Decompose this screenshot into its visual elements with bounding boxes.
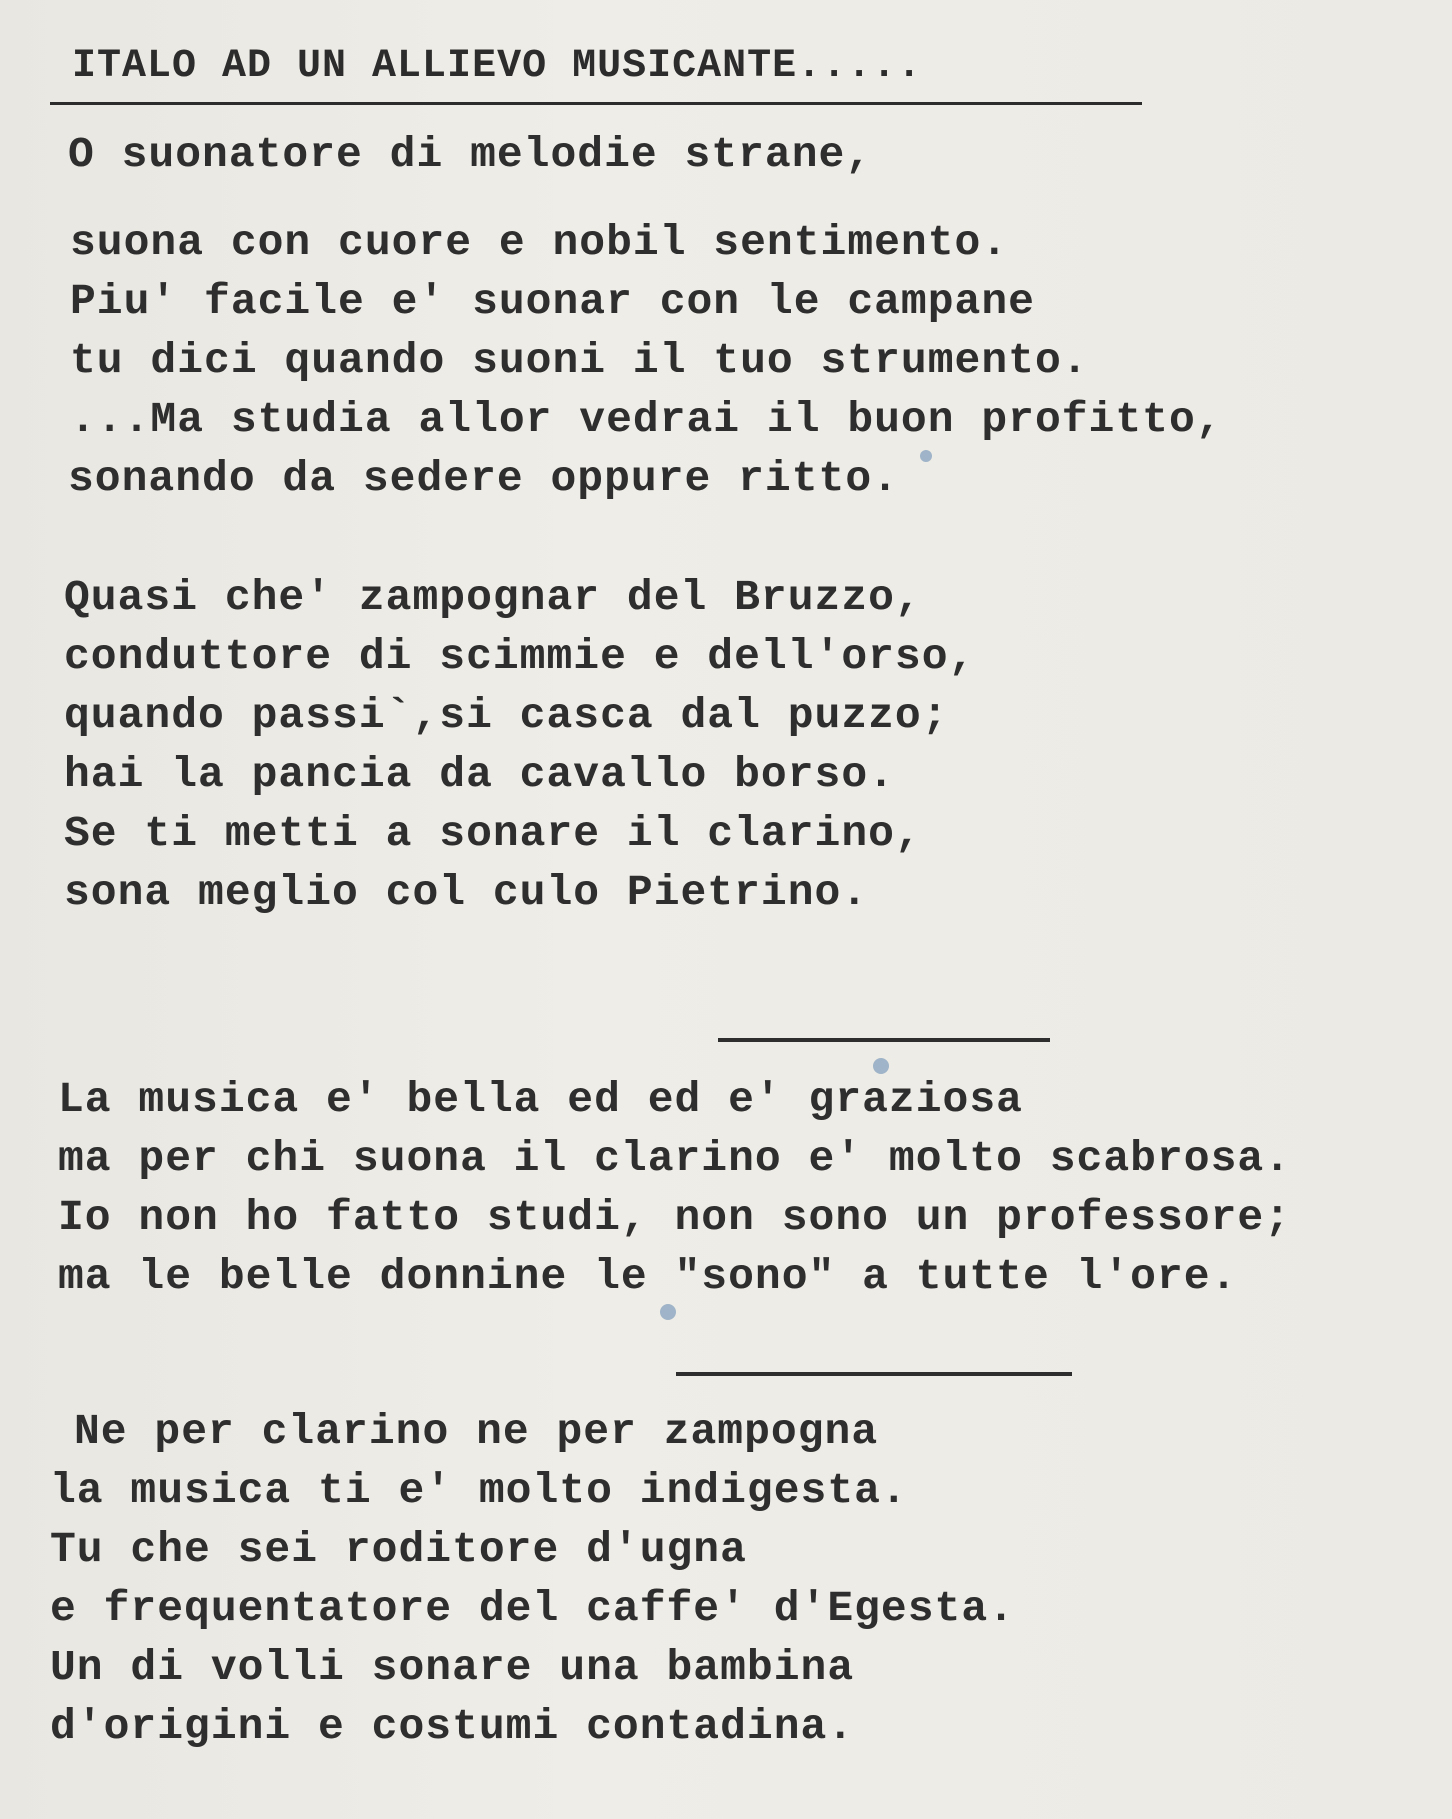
stanza2-line-2: conduttore di scimmie e dell'orso, (64, 632, 976, 681)
stanza3-line-1: La musica e' bella ed ed e' graziosa (58, 1075, 1023, 1124)
stanza1-line-1: O suonatore di melodie strane, (68, 130, 873, 179)
stanza2-line-3: quando passi`,si casca dal puzzo; (64, 691, 949, 740)
stanza4-line-3: Tu che sei roditore d'ugna (50, 1525, 747, 1574)
stanza1-line-2: suona con cuore e nobil sentimento. (70, 218, 1009, 267)
section-divider-1 (718, 1038, 1050, 1042)
stanza1-line-6: sonando da sedere oppure ritto. (68, 454, 899, 503)
stanza4-line-2: la musica ti e' molto indigesta. (50, 1466, 908, 1515)
stanza2-line-6: sona meglio col culo Pietrino. (64, 868, 869, 917)
title-underline (50, 102, 1142, 105)
section-divider-2 (676, 1372, 1072, 1376)
stanza4-line-5: Un di volli sonare una bambina (50, 1643, 855, 1692)
ink-spot (920, 450, 932, 462)
stanza2-line-5: Se ti metti a sonare il clarino, (64, 809, 922, 858)
stanza4-line-4: e frequentatore del caffe' d'Egesta. (50, 1584, 1015, 1633)
stanza3-line-4: ma le belle donnine le "sono" a tutte l'ore. (58, 1252, 1238, 1301)
poem-title: ITALO AD UN ALLIEVO MUSICANTE..... (72, 44, 923, 89)
stanza1-line-3: Piu' facile e' suonar con le campane (70, 277, 1035, 326)
stanza2-line-1: Quasi che' zampognar del Bruzzo, (64, 573, 922, 622)
stanza3-line-3: Io non ho fatto studi, non sono un professore; (58, 1193, 1291, 1242)
stanza1-line-4: tu dici quando suoni il tuo strumento. (70, 336, 1089, 385)
ink-spot (873, 1058, 889, 1074)
stanza4-line-1: Ne per clarino ne per zampogna (74, 1407, 879, 1456)
stanza1-line-5: ...Ma studia allor vedrai il buon profitto, (70, 395, 1223, 444)
ink-spot (660, 1304, 676, 1320)
stanza3-line-2: ma per chi suona il clarino e' molto scabrosa. (58, 1134, 1291, 1183)
stanza2-line-4: hai la pancia da cavallo borso. (64, 750, 895, 799)
stanza4-line-6: d'origini e costumi contadina. (50, 1702, 855, 1751)
